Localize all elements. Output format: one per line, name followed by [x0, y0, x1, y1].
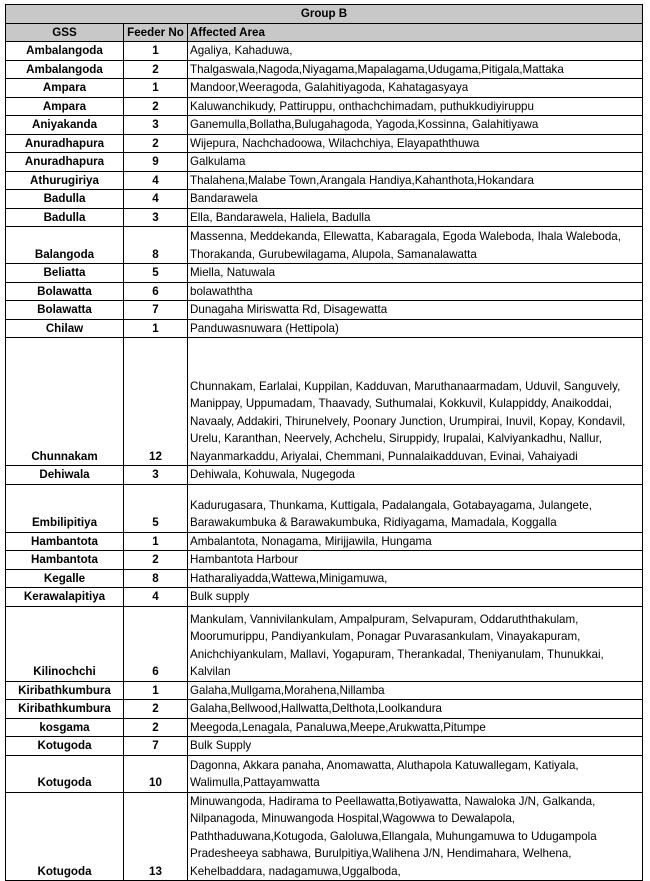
affected-area-cell: Dehiwala, Kohuwala, Nugegoda — [188, 466, 643, 485]
affected-area-cell: Hambantota Harbour — [188, 551, 643, 570]
feeder-no-cell: 7 — [124, 301, 188, 320]
column-header-gss: GSS — [6, 23, 124, 42]
feeder-no-cell: 7 — [124, 737, 188, 756]
affected-area-cell: Ganemulla,Bollatha,Bulugahagoda, Yagoda,Kossinna, Galahitiyawa — [188, 116, 643, 135]
gss-cell: Kilinochchi — [6, 606, 124, 681]
table-row — [6, 718, 643, 737]
gss-cell: Kiribathkumbura — [6, 700, 124, 719]
table-row — [6, 227, 643, 264]
table-row — [6, 737, 643, 756]
gss-cell: Kerawalapitiya — [6, 588, 124, 607]
affected-area-cell: Kaluwanchikudy, Pattiruppu, onthachchimadam, puthukkudiyiruppu — [188, 97, 643, 116]
affected-area-cell: Miella, Natuwala — [188, 264, 643, 283]
table-row — [6, 264, 643, 283]
affected-area-cell: Massenna, Meddekanda, Ellewatta, Kabaragala, Egoda Waleboda, Ihala Waleboda, Thorakanda, Gurubewilagama, Alupola, Samanalawatta — [188, 227, 643, 264]
affected-area-cell: Dunagaha Miriswatta Rd, Disagewatta — [188, 301, 643, 320]
gss-cell: Kotugoda — [6, 737, 124, 756]
feeder-table — [5, 4, 643, 881]
feeder-no-cell: 2 — [124, 551, 188, 570]
table-row — [6, 569, 643, 588]
table-row — [6, 79, 643, 98]
feeder-no-cell: 4 — [124, 190, 188, 209]
affected-area-cell: Ambalantota, Nonagama, Mirijjawila, Hungama — [188, 532, 643, 551]
feeder-no-cell: 1 — [124, 319, 188, 338]
feeder-no-cell: 2 — [124, 60, 188, 79]
table-row — [6, 466, 643, 485]
gss-cell: Kegalle — [6, 569, 124, 588]
table-row — [6, 338, 643, 466]
affected-area-cell: Ella, Bandarawela, Haliela, Badulla — [188, 208, 643, 227]
gss-cell: Dehiwala — [6, 466, 124, 485]
affected-area-cell: Bandarawela — [188, 190, 643, 209]
gss-cell: Kotugoda — [6, 755, 124, 792]
affected-area-cell: Galaha,Bellwood,Hallwatta,Delthota,Loolkandura — [188, 700, 643, 719]
gss-cell: Chilaw — [6, 319, 124, 338]
gss-cell: Beliatta — [6, 264, 124, 283]
table-row — [6, 755, 643, 792]
feeder-no-cell: 8 — [124, 227, 188, 264]
feeder-no-cell: 3 — [124, 208, 188, 227]
affected-area-cell: Mandoor,Weeragoda, Galahitiyagoda, Kahatagasyaya — [188, 79, 643, 98]
affected-area-cell: bolawaththa — [188, 282, 643, 301]
feeder-no-cell: 1 — [124, 681, 188, 700]
feeder-no-cell: 9 — [124, 153, 188, 172]
feeder-no-cell: 3 — [124, 116, 188, 135]
gss-cell: Ampara — [6, 97, 124, 116]
gss-cell: Anuradhapura — [6, 153, 124, 172]
table-row — [6, 792, 643, 881]
affected-area-cell: Minuwangoda, Hadirama to Peellawatta,Botiyawatta, Nawaloka J/N, Galkanda, Nilpanagoda, Minuwangoda Hospital,Wagowwa to Dewalapola, Paththaduwana,Kotugoda, Galoluwa,Ellangala, Muhungamuwa to Udugampola Pradesheeya sabhawa, Burulpitiya,Walihena J/N, Hendimahara, Welhena, Kehelbaddara, nadagamuwa,Uggalboda, — [188, 792, 643, 881]
table-row — [6, 153, 643, 172]
gss-cell: Badulla — [6, 190, 124, 209]
affected-area-cell: Meegoda,Lenagala, Panaluwa,Meepe,Arukwatta,Pitumpe — [188, 718, 643, 737]
gss-cell: Kotugoda — [6, 792, 124, 881]
gss-cell: Hambantota — [6, 551, 124, 570]
affected-area-cell: Galkulama — [188, 153, 643, 172]
feeder-no-cell: 1 — [124, 532, 188, 551]
gss-cell: Embilipitiya — [6, 484, 124, 532]
gss-cell: Bolawatta — [6, 282, 124, 301]
feeder-no-cell: 2 — [124, 97, 188, 116]
table-row — [6, 700, 643, 719]
table-row — [6, 484, 643, 532]
affected-area-cell: Panduwasnuwara (Hettipola) — [188, 319, 643, 338]
feeder-no-cell: 4 — [124, 588, 188, 607]
table-row — [6, 551, 643, 570]
affected-area-cell: Thalgaswala,Nagoda,Niyagama,Mapalagama,Udugama,Pitigala,Mattaka — [188, 60, 643, 79]
affected-area-cell: Wijepura, Nachchadoowa, Wilachchiya, Elayapaththuwa — [188, 134, 643, 153]
gss-cell: Athurugiriya — [6, 171, 124, 190]
table-row — [6, 681, 643, 700]
affected-area-cell: Dagonna, Akkara panaha, Anomawatta, Aluthapola Katuwallegam, Katiyala, Walimulla,Pattayamwatta — [188, 755, 643, 792]
group-title: Group B — [6, 5, 643, 24]
feeder-no-cell: 2 — [124, 700, 188, 719]
group-header-row — [6, 5, 643, 24]
affected-area-cell: Thalahena,Malabe Town,Arangala Handiya,Kahanthota,Hokandara — [188, 171, 643, 190]
gss-cell: Ampara — [6, 79, 124, 98]
gss-cell: Kiribathkumbura — [6, 681, 124, 700]
gss-cell: Ambalangoda — [6, 42, 124, 61]
table-row — [6, 60, 643, 79]
feeder-no-cell: 2 — [124, 134, 188, 153]
gss-cell: kosgama — [6, 718, 124, 737]
affected-area-cell: Kadurugasara, Thunkama, Kuttigala, Padalangala, Gotabayagama, Julangete, Barawakumbuka & Barawakumbuka, Ridiyagama, Mamadala, Koggalla — [188, 484, 643, 532]
table-row — [6, 606, 643, 681]
affected-area-cell: Bulk supply — [188, 588, 643, 607]
table-row — [6, 42, 643, 61]
table-row — [6, 301, 643, 320]
feeder-no-cell: 3 — [124, 466, 188, 485]
feeder-no-cell: 1 — [124, 42, 188, 61]
affected-area-cell: Bulk Supply — [188, 737, 643, 756]
table-row — [6, 116, 643, 135]
affected-area-cell: Agaliya, Kahaduwa, — [188, 42, 643, 61]
gss-cell: Balangoda — [6, 227, 124, 264]
table-row — [6, 532, 643, 551]
feeder-no-cell: 4 — [124, 171, 188, 190]
column-header-area: Affected Area — [188, 23, 643, 42]
table-row — [6, 190, 643, 209]
affected-area-cell: Galaha,Mullgama,Morahena,Nillamba — [188, 681, 643, 700]
affected-area-cell: Hatharaliyadda,Wattewa,Minigamuwa, — [188, 569, 643, 588]
feeder-no-cell: 10 — [124, 755, 188, 792]
feeder-no-cell: 13 — [124, 792, 188, 881]
table-row — [6, 171, 643, 190]
gss-cell: Bolawatta — [6, 301, 124, 320]
feeder-no-cell: 5 — [124, 264, 188, 283]
column-header-row — [6, 23, 643, 42]
feeder-no-cell: 6 — [124, 282, 188, 301]
gss-cell: Ambalangoda — [6, 60, 124, 79]
gss-cell: Badulla — [6, 208, 124, 227]
table-row — [6, 134, 643, 153]
table-row — [6, 97, 643, 116]
gss-cell: Aniyakanda — [6, 116, 124, 135]
gss-cell: Anuradhapura — [6, 134, 124, 153]
column-header-feeder: Feeder No — [124, 23, 188, 42]
feeder-no-cell: 2 — [124, 718, 188, 737]
feeder-no-cell: 1 — [124, 79, 188, 98]
table-body — [6, 42, 643, 881]
table-row — [6, 319, 643, 338]
table-row — [6, 208, 643, 227]
table-row — [6, 282, 643, 301]
gss-cell: Chunnakam — [6, 338, 124, 466]
gss-cell: Hambantota — [6, 532, 124, 551]
feeder-no-cell: 12 — [124, 338, 188, 466]
table-row — [6, 588, 643, 607]
affected-area-cell: Mankulam, Vannivilankulam, Ampalpuram, Selvapuram, Oddaruththakulam, Moorumurippu, Pandiyankulam, Ponagar Puvarasankulam, Vinayakapuram, Anichchiyankulam, Mallavi, Yogapuram, Therankadal, Theniyanulam, Thunukkai, Kalvilan — [188, 606, 643, 681]
feeder-no-cell: 5 — [124, 484, 188, 532]
feeder-no-cell: 6 — [124, 606, 188, 681]
feeder-no-cell: 8 — [124, 569, 188, 588]
affected-area-cell: Chunnakam, Earlalai, Kuppilan, Kadduvan, Maruthanaarmadam, Uduvil, Sanguvely, Manippay, Uppumadam, Thaavady, Suthumalai, Kokkuvil, Kulappiddy, Anaikoddai, Navaaly, Addakiri, Thirunelvely, Poonary Junction, Urumpirai, Inuvil, Kopay, Kondavil, Urelu, Karanthan, Neervely, Achchelu, Siruppidy, Irupalai, Kalviyankadhu, Nallur, Nayanmarkaddu, Ariyalai, Chemmani, Punnalaikadduvan, Evinai, Vahaiyadi — [188, 338, 643, 466]
